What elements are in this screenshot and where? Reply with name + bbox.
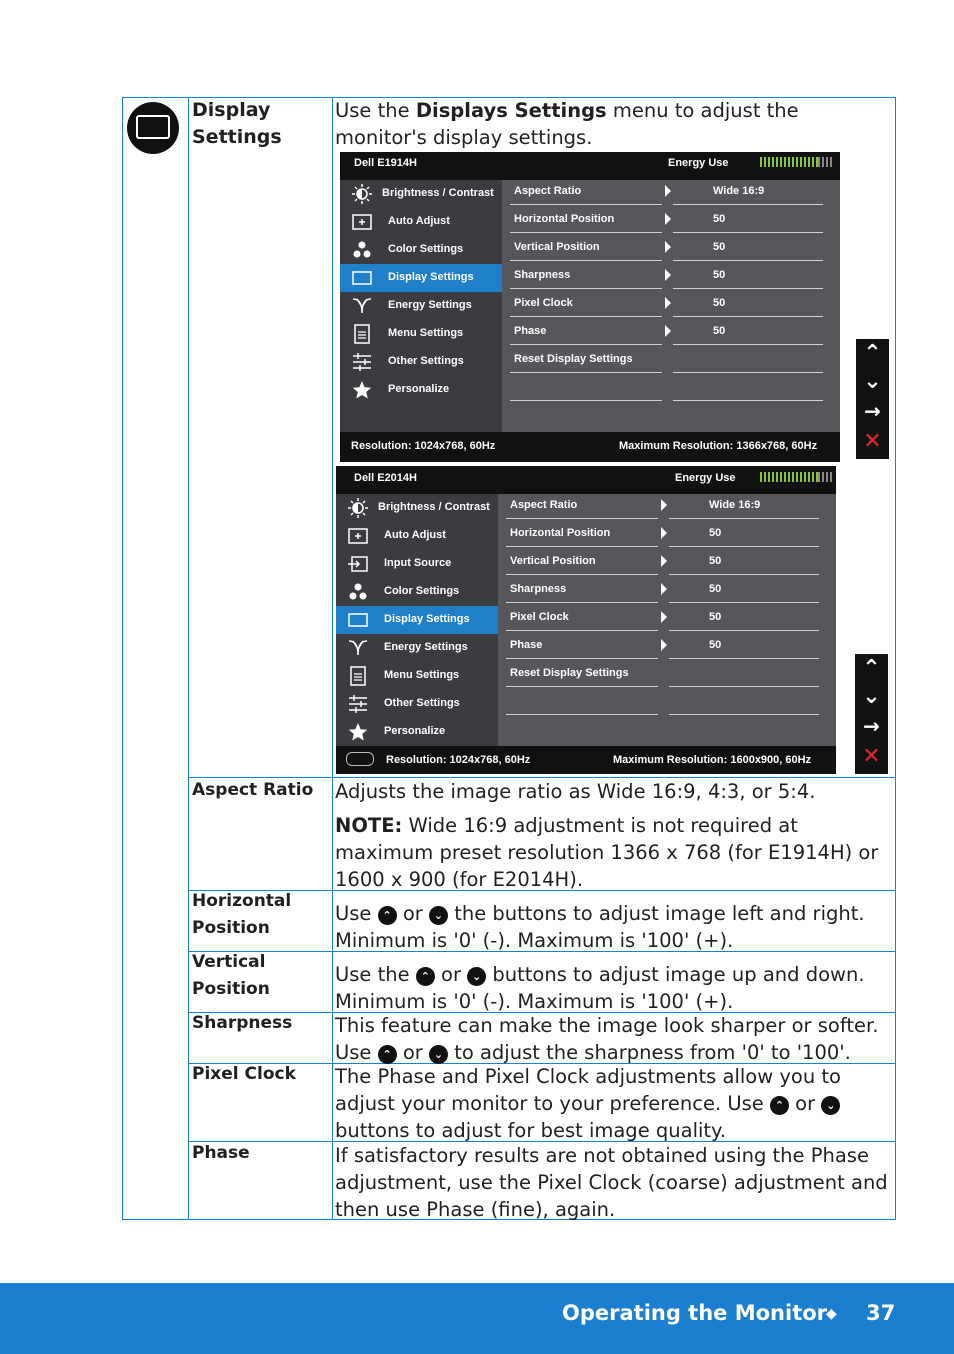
desc-pixel-clock: The Phase and Pixel Clock adjustments allow you to adjust your monitor to your preference. Use ⌃ or ⌄ buttons to adjust for best image quality.	[335, 1065, 841, 1142]
color-icon	[348, 582, 368, 602]
down-arrow-icon[interactable]: ⌄	[863, 369, 882, 394]
energy-icon	[352, 296, 372, 316]
menu-item-brightness-contrast[interactable]: Brightness / Contrast	[336, 494, 498, 522]
menu-item-color-settings[interactable]: Color Settings	[336, 578, 498, 606]
row-separator	[669, 658, 819, 659]
other-icon	[348, 694, 368, 714]
row-separator	[669, 686, 819, 687]
row-separator	[510, 400, 662, 401]
down-button-icon: ⌄	[429, 906, 448, 925]
menu-item-other-settings[interactable]: Other Settings	[340, 348, 502, 376]
submenu-item-horizontal-position[interactable]: Horizontal Position 50	[510, 527, 722, 539]
osd-model: Dell E2014H	[354, 472, 417, 484]
osd-title-bar	[336, 466, 836, 494]
menu-item-personalize[interactable]: Personalize	[336, 718, 498, 746]
up-arrow-icon[interactable]: ⌃	[862, 656, 881, 681]
chevron-right-icon	[665, 325, 671, 337]
row-separator	[673, 204, 823, 205]
chevron-right-icon	[661, 583, 667, 595]
color-icon	[352, 240, 372, 260]
down-button-icon: ⌄	[467, 967, 486, 986]
chevron-right-icon	[665, 269, 671, 281]
up-arrow-icon[interactable]: ⌃	[863, 341, 882, 366]
row-separator	[669, 630, 819, 631]
osd-model: Dell E1914H	[354, 157, 417, 169]
submenu-item-reset-display-settings[interactable]: Reset Display Settings	[514, 353, 633, 365]
other-icon	[352, 352, 372, 372]
row-separator	[673, 400, 823, 401]
submenu-item-pixel-clock[interactable]: Pixel Clock 50	[514, 297, 726, 309]
row-separator	[506, 518, 658, 519]
chevron-right-icon	[665, 241, 671, 253]
osd-energy-label: Energy Use	[668, 157, 729, 169]
row-separator	[669, 546, 819, 547]
section-description: Use the Displays Settings menu to adjust the monitor's display settings.	[335, 99, 799, 149]
menu-item-display-settings[interactable]: Display Settings	[340, 264, 502, 292]
row-separator	[510, 260, 662, 261]
row-separator	[669, 714, 819, 715]
submenu-item-sharpness[interactable]: Sharpness 50	[510, 583, 722, 595]
right-arrow-icon[interactable]: →	[864, 399, 881, 423]
row-separator	[673, 344, 823, 345]
chevron-right-icon	[661, 555, 667, 567]
energy-meter	[760, 157, 818, 167]
row-separator	[510, 204, 662, 205]
menu-item-energy-settings[interactable]: Energy Settings	[340, 292, 502, 320]
menu-item-color-settings[interactable]: Color Settings	[340, 236, 502, 264]
down-button-icon: ⌄	[429, 1045, 448, 1064]
energy-meter-empty	[818, 157, 834, 167]
osd-screenshot-e1914h	[340, 152, 840, 462]
row-separator	[506, 714, 658, 715]
term-aspect-ratio: Aspect Ratio	[192, 780, 314, 800]
chevron-right-icon	[661, 527, 667, 539]
term-vertical-position: Vertical Position	[192, 952, 270, 999]
down-button-icon: ⌄	[821, 1096, 840, 1115]
row-separator	[510, 288, 662, 289]
osd-status-bar	[340, 432, 840, 462]
chevron-right-icon	[665, 213, 671, 225]
row-separator	[510, 372, 662, 373]
submenu-item-sharpness[interactable]: Sharpness 50	[514, 269, 726, 281]
menu-item-other-settings[interactable]: Other Settings	[336, 690, 498, 718]
section-term-display-settings: Display Settings	[192, 99, 282, 148]
exit-x-icon[interactable]: ✕	[862, 744, 881, 769]
exit-x-icon[interactable]: ✕	[863, 429, 882, 454]
display-icon	[348, 610, 368, 630]
input-icon	[348, 554, 368, 574]
row-separator	[506, 630, 658, 631]
row-separator	[673, 316, 823, 317]
brightness-icon	[348, 498, 368, 518]
auto-adjust-icon	[352, 212, 372, 232]
osd-energy-label: Energy Use	[675, 472, 736, 484]
row-separator	[673, 260, 823, 261]
menu-item-energy-settings[interactable]: Energy Settings	[336, 634, 498, 662]
energy-meter-empty	[818, 472, 834, 482]
chevron-right-icon	[661, 611, 667, 623]
menu-item-display-settings[interactable]: Display Settings	[336, 606, 498, 634]
menu-item-auto-adjust[interactable]: Auto Adjust	[340, 208, 502, 236]
energy-meter	[760, 472, 818, 482]
row-separator	[673, 232, 823, 233]
osd-button-panel	[856, 339, 889, 459]
desc-phase: If satisfactory results are not obtained using the Phase adjustment, use the Pixel Clock (coarse) adjustment and then use Phase (fine), again.	[335, 1144, 888, 1221]
row-separator	[673, 372, 823, 373]
column-divider-1	[188, 97, 189, 1220]
table-left-border	[122, 97, 123, 1220]
energy-icon	[348, 638, 368, 658]
osd-resolution: Resolution: 1024x768, 60Hz	[386, 754, 531, 766]
osd-status-bar	[336, 746, 836, 774]
row-separator	[506, 546, 658, 547]
term-pixel-clock: Pixel Clock	[192, 1064, 296, 1084]
row-separator	[510, 344, 662, 345]
menu-icon	[352, 324, 372, 344]
brightness-icon	[352, 184, 372, 204]
display-icon	[352, 268, 372, 288]
submenu-item-aspect-ratio[interactable]: Aspect Ratio Wide 16:9	[514, 185, 765, 197]
submenu-item-phase[interactable]: Phase 50	[510, 639, 722, 651]
menu-item-menu-settings[interactable]: Menu Settings	[336, 662, 498, 690]
menu-item-brightness-contrast[interactable]: Brightness / Contrast	[340, 180, 502, 208]
submenu-item-pixel-clock[interactable]: Pixel Clock 50	[510, 611, 722, 623]
up-button-icon: ⌃	[378, 1045, 397, 1064]
chevron-right-icon	[661, 499, 667, 511]
term-sharpness: Sharpness	[192, 1013, 293, 1033]
term-phase: Phase	[192, 1143, 250, 1163]
right-arrow-icon[interactable]: →	[863, 714, 880, 738]
submenu-item-vertical-position[interactable]: Vertical Position 50	[514, 241, 726, 253]
row-separator	[669, 602, 819, 603]
chevron-right-icon	[661, 639, 667, 651]
down-arrow-icon[interactable]: ⌄	[862, 684, 881, 709]
desc-horizontal-position: Use ⌃ or ⌄ the buttons to adjust image left and right. Minimum is '0' (-). Maximum is '100' (+).	[335, 902, 865, 952]
osd-button-panel	[855, 654, 888, 774]
osd-title-bar	[340, 152, 840, 180]
row-separator	[506, 574, 658, 575]
up-button-icon: ⌃	[416, 967, 435, 986]
input-source-icon	[346, 752, 374, 766]
page-number: 37	[866, 1301, 896, 1325]
table-right-border	[895, 97, 896, 1220]
submenu-item-reset-display-settings[interactable]: Reset Display Settings	[510, 667, 629, 679]
up-button-icon: ⌃	[770, 1096, 789, 1115]
page-footer	[0, 1283, 954, 1354]
up-button-icon: ⌃	[378, 906, 397, 925]
row-separator	[506, 658, 658, 659]
star-icon	[348, 722, 368, 742]
footer-bullet: ◆	[826, 1306, 837, 1322]
footer-section-title: Operating the Monitor	[562, 1301, 828, 1325]
chevron-right-icon	[665, 185, 671, 197]
osd-max-resolution: Maximum Resolution: 1600x900, 60Hz	[613, 754, 812, 766]
row-separator	[510, 232, 662, 233]
osd-resolution: Resolution: 1024x768, 60Hz	[351, 440, 496, 452]
row-separator	[673, 288, 823, 289]
desc-sharpness: This feature can make the image look sharper or softer. Use ⌃ or ⌄ to adjust the sharpness from '0' to '100'.	[335, 1014, 879, 1064]
desc-aspect-ratio: Adjusts the image ratio as Wide 16:9, 4:3, or 5:4. NOTE: Wide 16:9 adjustment is not required at maximum preset resolution 1366 x 768 (for E1914H) or 1600 x 900 (for E2014H).	[335, 780, 879, 891]
star-icon	[352, 380, 372, 400]
auto-adjust-icon	[348, 526, 368, 546]
submenu-item-vertical-position[interactable]: Vertical Position 50	[510, 555, 722, 567]
osd-max-resolution: Maximum Resolution: 1366x768, 60Hz	[619, 440, 818, 452]
desc-vertical-position: Use the ⌃ or ⌄ buttons to adjust image up and down. Minimum is '0' (-). Maximum is '100' (+).	[335, 963, 865, 1013]
chevron-right-icon	[665, 297, 671, 309]
menu-item-auto-adjust[interactable]: Auto Adjust	[336, 522, 498, 550]
menu-item-menu-settings[interactable]: Menu Settings	[340, 320, 502, 348]
term-horizontal-position: Horizontal Position	[192, 891, 292, 938]
submenu-item-aspect-ratio[interactable]: Aspect Ratio Wide 16:9	[510, 499, 761, 511]
submenu-item-phase[interactable]: Phase 50	[514, 325, 726, 337]
row-separator	[669, 518, 819, 519]
menu-item-personalize[interactable]: Personalize	[340, 376, 502, 404]
menu-item-input-source[interactable]: Input Source	[336, 550, 498, 578]
osd-screenshot-e2014h	[336, 466, 836, 774]
row-separator	[506, 686, 658, 687]
menu-icon	[348, 666, 368, 686]
row-separator	[669, 574, 819, 575]
monitor-icon	[126, 101, 180, 155]
row-separator	[506, 602, 658, 603]
column-divider-2	[332, 97, 333, 1220]
submenu-item-horizontal-position[interactable]: Horizontal Position 50	[514, 213, 726, 225]
row-separator	[510, 316, 662, 317]
